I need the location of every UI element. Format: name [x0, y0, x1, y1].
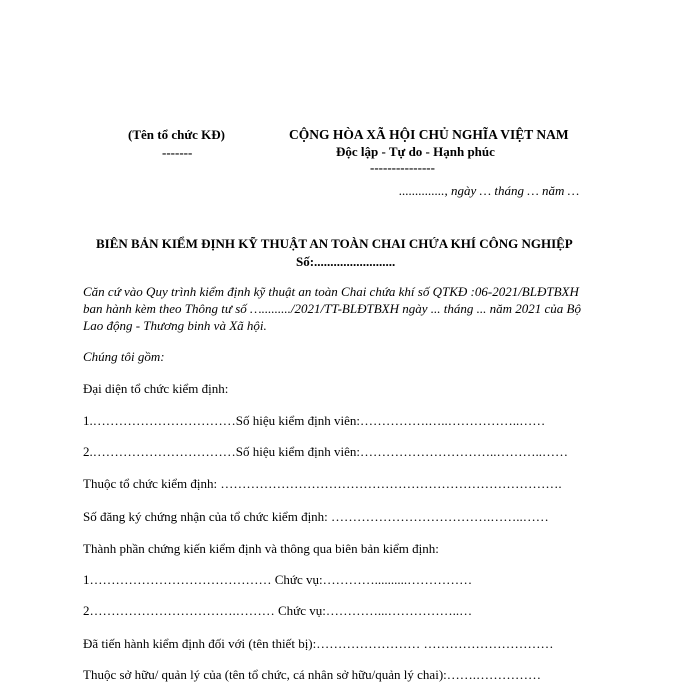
document-number: Số:.........................: [296, 254, 396, 269]
registration-number-line: Số đăng ký chứng nhận của tổ chức kiểm định: ……………………………….……..……: [83, 509, 549, 524]
motto: Độc lập - Tự do - Hạnh phúc: [336, 144, 495, 159]
legal-basis-line-3: Lao động - Thương binh và Xã hội.: [83, 318, 267, 333]
representative-label: Đại diện tổ chức kiểm định:: [83, 381, 229, 396]
org-name: (Tên tổ chức KĐ): [128, 127, 225, 142]
organization-line: Thuộc tổ chức kiểm định: …………………………………………………………………….: [83, 476, 562, 491]
date-line: .............., ngày … tháng … năm …: [399, 183, 580, 198]
inspector-line-1: 1.……………………………Số hiệu kiểm định viên:…………….…..……………..……: [83, 413, 546, 428]
owner-line: Thuộc sở hữu/ quản lý của (tên tổ chức, cá nhân sở hữu/quản lý chai):…….……………: [83, 667, 542, 682]
we-include-label: Chúng tôi gồm:: [83, 349, 165, 364]
country-name: CỘNG HÒA XÃ HỘI CHỦ NGHĨA VIỆT NAM: [289, 127, 569, 142]
legal-basis-line-1: Căn cứ vào Quy trình kiểm định kỹ thuật an toàn Chai chứa khí số QTKĐ :06-2021/BLĐTBXH: [83, 284, 579, 299]
device-line: Đã tiến hành kiểm định đối với (tên thiết bị):…………………… …………………………: [83, 636, 554, 651]
witness-line-1: 1…………………………………… Chức vụ:…………..........……………: [83, 572, 473, 587]
witness-label: Thành phần chứng kiến kiểm định và thông qua biên bản kiểm định:: [83, 541, 439, 556]
legal-basis-line-2: ban hành kèm theo Thông tư số …........./2021/TT-BLĐTBXH ngày ... tháng ... năm 2021 của Bộ: [83, 301, 581, 316]
motto-separator: ---------------: [370, 160, 435, 175]
org-separator: -------: [162, 145, 193, 160]
witness-line-2: 2…………………………….……… Chức vụ:…………...……………..…: [83, 603, 473, 618]
inspector-line-2: 2.……………………………Số hiệu kiểm định viên:…………………………..………..……: [83, 444, 568, 459]
document-title: BIÊN BẢN KIỂM ĐỊNH KỸ THUẬT AN TOÀN CHAI CHỨA KHÍ CÔNG NGHIỆP: [96, 236, 573, 251]
